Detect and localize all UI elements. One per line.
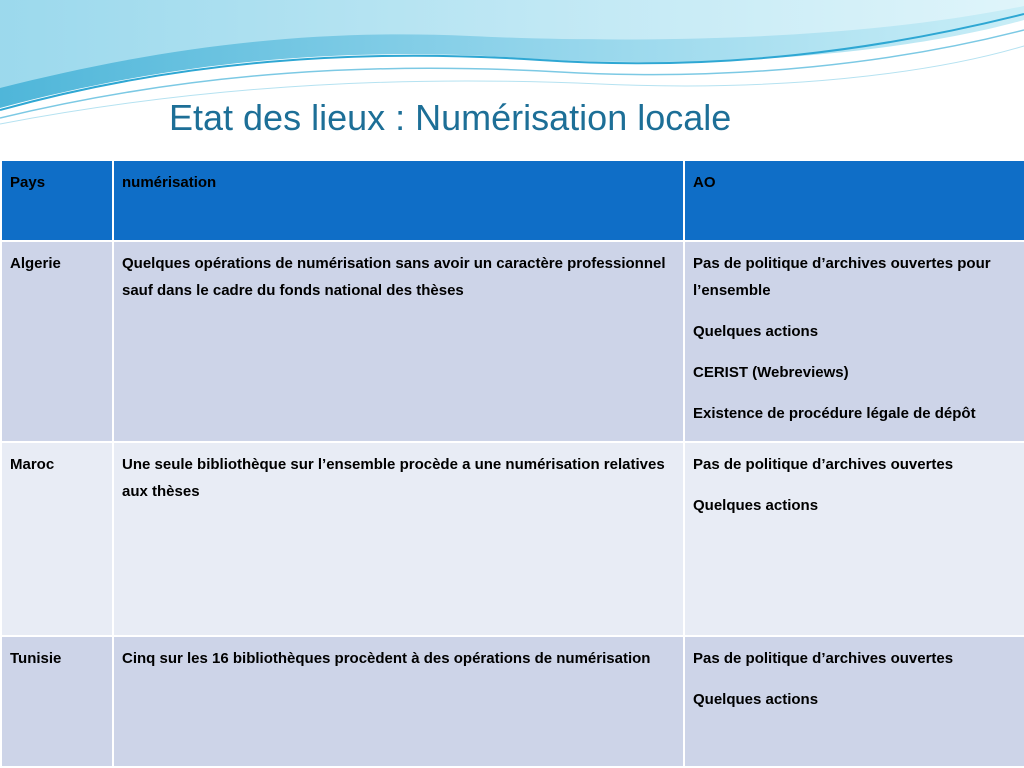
column-header-pays: Pays xyxy=(1,160,113,241)
cell-ao xyxy=(684,241,1024,442)
cell-ao xyxy=(684,442,1024,636)
ao-item: Pas de politique d’archives ouvertes xyxy=(693,650,954,667)
cell-pays: Algerie xyxy=(1,241,113,442)
ao-item: Pas de politique d’archives ouvertes pour l’ensemble xyxy=(693,255,991,299)
comparison-table xyxy=(0,159,1024,768)
ao-item: Quelques actions xyxy=(693,497,819,514)
ao-item: Quelques actions xyxy=(693,323,819,340)
ao-item: CERIST (Webreviews) xyxy=(693,364,849,381)
table-row-tunisie xyxy=(1,636,1024,767)
cell-pays: Maroc xyxy=(1,442,113,636)
ao-item: Quelques actions xyxy=(693,691,819,708)
table-header-row xyxy=(1,160,1024,241)
table-row-algerie xyxy=(1,241,1024,442)
column-header-numerisation: numérisation xyxy=(113,160,684,241)
ao-item: Pas de politique d’archives ouvertes xyxy=(693,456,954,473)
table-row-maroc xyxy=(1,442,1024,636)
cell-ao xyxy=(684,636,1024,767)
slide-title: Etat des lieux : Numérisation locale xyxy=(169,97,732,138)
cell-numerisation: Cinq sur les 16 bibliothèques procèdent à des opérations de numérisation xyxy=(113,636,684,767)
cell-numerisation: Une seule bibliothèque sur l’ensemble procède a une numérisation relatives aux thèses xyxy=(113,442,684,636)
cell-numerisation: Quelques opérations de numérisation sans avoir un caractère professionnel sauf dans le cadre du fonds national des thèses xyxy=(113,241,684,442)
ao-item: Existence de procédure légale de dépôt xyxy=(693,405,976,422)
column-header-ao: AO xyxy=(684,160,1024,241)
cell-pays: Tunisie xyxy=(1,636,113,767)
